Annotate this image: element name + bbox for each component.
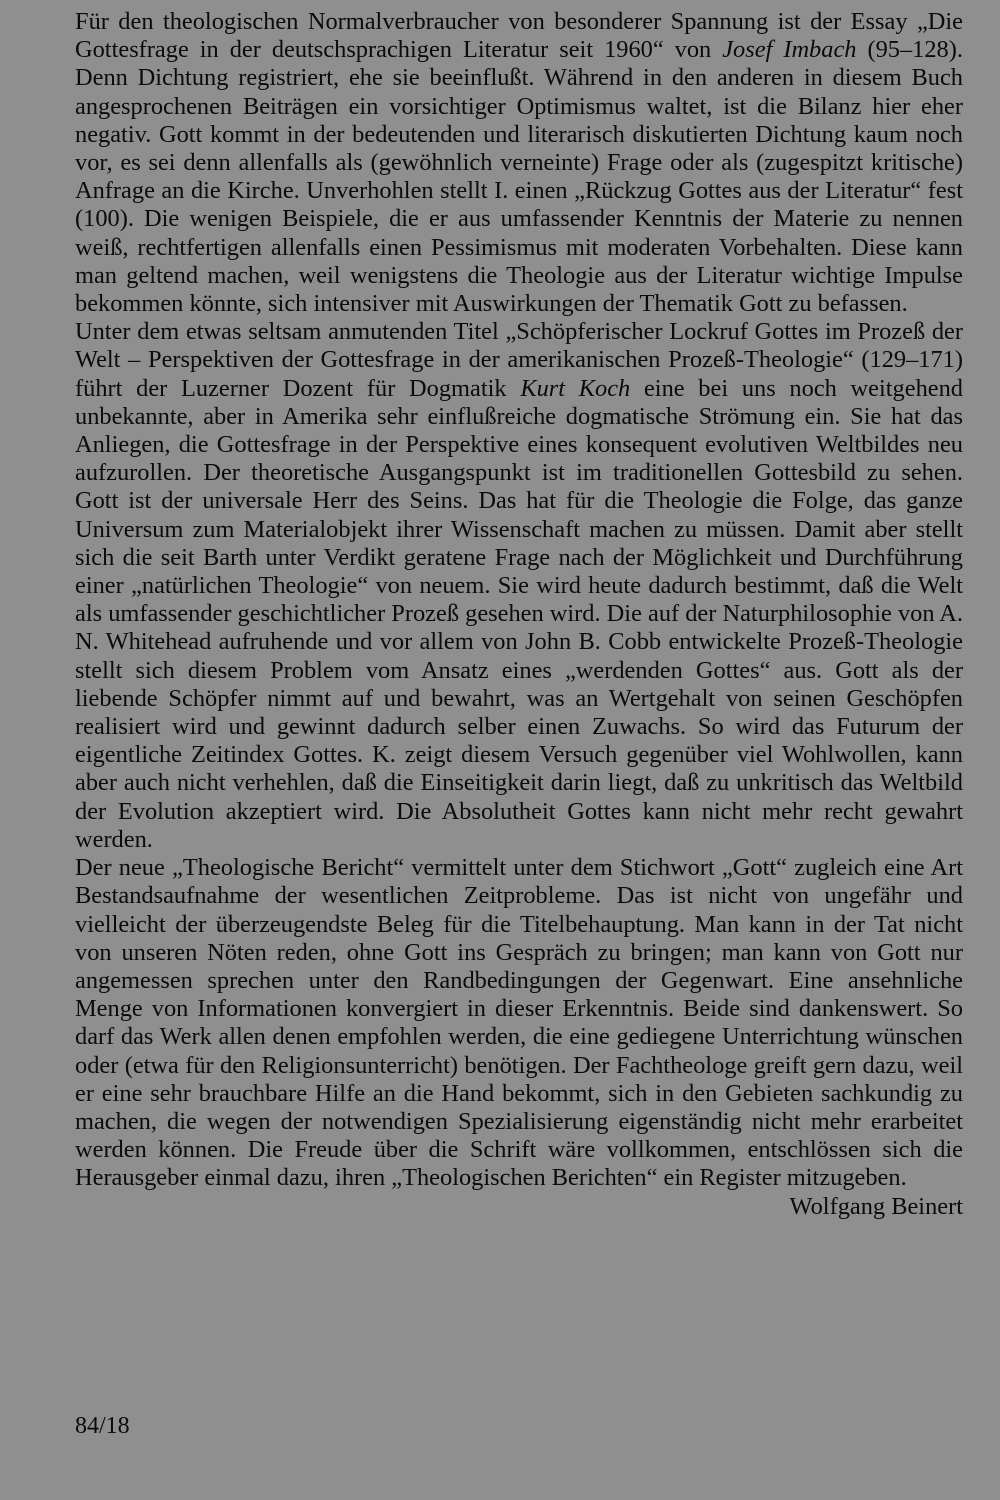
page-number: 84/18 — [75, 1413, 130, 1439]
signature-line — [75, 1193, 963, 1221]
review-text — [75, 8, 963, 1221]
reviewer-signature: Wolfgang Beinert — [789, 1192, 963, 1220]
paragraph-imbach — [75, 8, 963, 318]
text-run: Unter dem etwas seltsam anmutenden Titel „Schöpferischer Lockruf Gottes im Prozeß der Welt – Perspektiven der Gottesfrage in der amerikanischen Prozeß-Theologie“ (129–171) führt der Luzerner Dozent für Dogmatik — [75, 318, 963, 402]
paragraph-koch — [75, 318, 963, 854]
author-name-italic: Kurt Koch — [520, 374, 631, 402]
text-run: Der neue „Theologische Bericht“ vermittelt unter dem Stichwort „Gott“ zugleich eine Art Bestandsaufnahme der wesentlichen Zeitprobleme. Das ist nicht von ungefähr und vielleicht der überzeugendste Beleg für die Titelbehauptung. Man kann in der Tat nicht von unseren Nöten reden, ohne Gott ins Gespräch zu bringen; man kann von Gott nur angemessen sprechen unter den Randbedingungen der Gegenwart. Eine ansehnliche Menge von Informationen konvergiert in dieser Erkenntnis. Beide sind dankenswert. So darf das Werk allen denen empfohlen werden, die eine gediegene Unterrichtung wünschen oder (etwa für den Religionsunterricht) benötigen. Der Fachtheologe greift gern dazu, weil er eine sehr brauchbare Hilfe an die Hand bekommt, sich in den Gebieten sachkundig zu machen, die wegen der notwendigen Spezialisierung eigenständig nicht mehr erarbeitet werden können. Die Freude über die Schrift wäre vollkommen, entschlössen sich die Herausgeber einmal dazu, ihren „Theologischen Berichten“ ein Register mitzugeben. — [75, 854, 963, 1192]
text-run: Für den theologischen Normalverbraucher von besonderer Spannung ist der Essay „Die Gottesfrage in der deutschsprachigen Literatur seit 1960“ von — [75, 8, 963, 64]
text-run: (95–128). Denn Dichtung registriert, ehe sie beeinflußt. Während in den anderen in diesem Buch angesprochenen Beiträgen ein vorsichtiger Optimismus waltet, ist die Bilanz hier eher negativ. Gott kommt in der bedeutenden und literarisch diskutierten Dichtung kaum noch vor, es sei denn allenfalls als (gewöhnlich verneinte) Frage oder als (zugespitzt kritische) Anfrage an die Kirche. Unverhohlen stellt I. einen „Rückzug Gottes aus der Literatur“ fest (100). Die wenigen Beispiele, die er aus umfassender Kenntnis der Materie zu nennen weiß, rechtfertigen allenfalls einen Pessimismus mit moderaten Vorbehalten. Diese kann man geltend machen, weil wenigstens die Theologie aus der Literatur wichtige Impulse bekommen könnte, sich intensiver mit Auswirkungen der Thematik Gott zu befassen. — [75, 36, 963, 318]
paragraph-conclusion — [75, 854, 963, 1192]
text-run: eine bei uns noch weitgehend unbekannte, aber in Amerika sehr einflußreiche dogmatische Strömung ein. Sie hat das Anliegen, die Gottesfrage in der Perspektive eines konsequent evolutiven Weltbildes neu aufzurollen. Der theoretische Ausgangspunkt ist im traditionellen Gottesbild zu sehen. Gott ist der universale Herr des Seins. Das hat für die Theologie die Folge, das ganze Universum zum Materialobjekt ihrer Wissenschaft machen zu müssen. Damit aber stellt sich die seit Barth unter Verdikt geratene Frage nach der Möglichkeit und Durchführung einer „natürlichen Theologie“ von neuem. Sie wird heute dadurch bestimmt, daß die Welt als umfassender geschichtlicher Prozeß gesehen wird. Die auf der Naturphilosophie von A. N. Whitehead aufruhende und vor allem von John B. Cobb entwickelte Prozeß-Theologie stellt sich diesem Problem vom Ansatz eines „werdenden Gottes“ aus. Gott als der liebende Schöpfer nimmt auf und bewahrt, was an Wertgehalt von seinen Geschöpfen realisiert wird und gewinnt dadurch selber einen Zuwachs. So wird das Futurum der eigentliche Zeitindex Gottes. K. zeigt diesem Versuch gegenüber viel Wohlwollen, kann aber auch nicht verhehlen, daß die Einseitigkeit darin liegt, daß zu unkritisch das Weltbild der Evolution akzeptiert wird. Die Absolutheit Gottes kann nicht mehr recht gewahrt werden. — [75, 374, 963, 853]
author-name-italic: Josef Imbach — [722, 36, 857, 64]
